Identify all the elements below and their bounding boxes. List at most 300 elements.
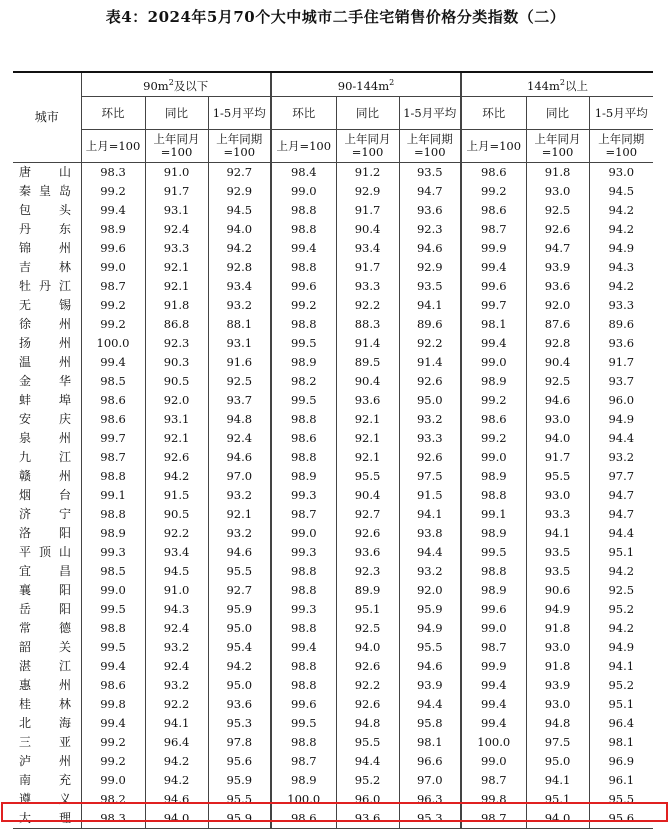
city-name: 北 海: [19, 716, 71, 730]
value-cell: 97.0: [208, 467, 271, 486]
city-name: 惠 州: [19, 678, 71, 692]
value-cell: 94.6: [208, 543, 271, 562]
value-cell: 93.2: [145, 638, 208, 657]
value-cell: 93.2: [589, 448, 653, 467]
value-cell: 93.1: [208, 334, 271, 353]
city-cell: [13, 296, 81, 315]
value-cell: 91.4: [336, 334, 399, 353]
value-cell: 93.3: [399, 429, 461, 448]
city-name: 泸 州: [19, 754, 71, 768]
value-cell: 92.5: [208, 372, 271, 391]
value-cell: 92.8: [208, 258, 271, 277]
value-cell: 93.4: [336, 239, 399, 258]
value-cell: 99.0: [461, 752, 526, 771]
sub-header-0-2: 1-5月平均: [208, 97, 271, 130]
city-name: 唐 山: [19, 165, 71, 179]
city-cell: [13, 182, 81, 201]
value-cell: 99.4: [271, 638, 336, 657]
value-cell: 98.1: [589, 733, 653, 752]
city-name: 秦 皇 岛: [19, 184, 71, 198]
value-cell: 93.0: [526, 182, 589, 201]
table-row: [13, 562, 653, 581]
value-cell: 94.6: [399, 657, 461, 676]
value-cell: 93.9: [399, 676, 461, 695]
value-cell: 98.8: [271, 448, 336, 467]
value-cell: 90.4: [336, 372, 399, 391]
value-cell: 99.3: [271, 486, 336, 505]
base-header-2-0: 上月=100: [461, 130, 526, 163]
value-cell: 94.7: [399, 182, 461, 201]
city-cell: [13, 353, 81, 372]
table-row: [13, 448, 653, 467]
group-header-medium: $90-144m^2$: [271, 72, 461, 97]
value-cell: 91.7: [145, 182, 208, 201]
value-cell: 100.0: [81, 334, 145, 353]
value-cell: 94.0: [526, 809, 589, 829]
value-cell: 99.4: [271, 239, 336, 258]
value-cell: 93.0: [526, 486, 589, 505]
value-cell: 98.7: [461, 638, 526, 657]
value-cell: 94.2: [589, 562, 653, 581]
value-cell: 96.3: [399, 790, 461, 809]
value-cell: 91.7: [589, 353, 653, 372]
base-header-1-1: 上年同月=100: [336, 130, 399, 163]
sub-header-2-1: 同比: [526, 97, 589, 130]
value-cell: 99.4: [81, 657, 145, 676]
value-cell: 94.8: [208, 410, 271, 429]
value-cell: 92.0: [526, 296, 589, 315]
value-cell: 94.4: [399, 543, 461, 562]
value-cell: 88.1: [208, 315, 271, 334]
value-cell: 93.0: [526, 638, 589, 657]
value-cell: 94.6: [526, 391, 589, 410]
price-index-table: [13, 71, 653, 829]
value-cell: 88.3: [336, 315, 399, 334]
city-name: 南 充: [19, 773, 71, 787]
value-cell: 91.5: [145, 486, 208, 505]
value-cell: 99.2: [81, 733, 145, 752]
value-cell: 99.2: [81, 752, 145, 771]
value-cell: 92.0: [145, 391, 208, 410]
value-cell: 94.9: [589, 638, 653, 657]
value-cell: 93.0: [526, 410, 589, 429]
table-row: [13, 733, 653, 752]
city-name: 韶 关: [19, 640, 71, 654]
value-cell: 99.5: [271, 391, 336, 410]
value-cell: 99.0: [271, 524, 336, 543]
value-cell: 99.5: [461, 543, 526, 562]
value-cell: 95.1: [589, 543, 653, 562]
value-cell: 93.0: [526, 695, 589, 714]
value-cell: 98.8: [461, 562, 526, 581]
value-cell: 92.1: [336, 429, 399, 448]
table-row: [13, 752, 653, 771]
city-cell: [13, 809, 81, 829]
value-cell: 98.2: [271, 372, 336, 391]
value-cell: 99.2: [461, 182, 526, 201]
value-cell: 97.5: [399, 467, 461, 486]
value-cell: 95.6: [589, 809, 653, 829]
value-cell: 94.2: [208, 239, 271, 258]
city-cell: [13, 733, 81, 752]
table-row: [13, 600, 653, 619]
value-cell: 98.9: [271, 353, 336, 372]
value-cell: 99.0: [81, 258, 145, 277]
sub-header-1-2: 1-5月平均: [399, 97, 461, 130]
value-cell: 89.6: [589, 315, 653, 334]
value-cell: 98.6: [81, 391, 145, 410]
value-cell: 94.4: [399, 695, 461, 714]
value-cell: 98.4: [271, 163, 336, 183]
city-cell: [13, 486, 81, 505]
value-cell: 94.3: [145, 600, 208, 619]
value-cell: 94.8: [526, 714, 589, 733]
table-row: [13, 619, 653, 638]
table-row: [13, 334, 653, 353]
value-cell: 89.6: [399, 315, 461, 334]
value-cell: 90.5: [145, 372, 208, 391]
value-cell: 98.5: [81, 562, 145, 581]
value-cell: 95.0: [399, 391, 461, 410]
city-cell: [13, 562, 81, 581]
value-cell: 98.9: [271, 771, 336, 790]
city-header: 城市: [13, 72, 81, 163]
value-cell: 90.3: [145, 353, 208, 372]
sub-header-0-0: 环比: [81, 97, 145, 130]
value-cell: 92.6: [399, 448, 461, 467]
value-cell: 95.5: [208, 562, 271, 581]
value-cell: 93.2: [399, 410, 461, 429]
base-header-1-0: 上月=100: [271, 130, 336, 163]
table-row: [13, 695, 653, 714]
city-name: 宜 昌: [19, 564, 71, 578]
value-cell: 92.8: [526, 334, 589, 353]
value-cell: 99.9: [461, 657, 526, 676]
value-cell: 93.6: [589, 334, 653, 353]
sub-header-2-0: 环比: [461, 97, 526, 130]
value-cell: 93.7: [589, 372, 653, 391]
value-cell: 94.9: [526, 600, 589, 619]
value-cell: 98.7: [81, 277, 145, 296]
value-cell: 93.2: [399, 562, 461, 581]
value-cell: 98.8: [81, 467, 145, 486]
table-row: [13, 638, 653, 657]
city-cell: [13, 600, 81, 619]
value-cell: 95.2: [336, 771, 399, 790]
value-cell: 93.3: [526, 505, 589, 524]
value-cell: 99.4: [81, 714, 145, 733]
city-cell: [13, 372, 81, 391]
value-cell: 96.4: [589, 714, 653, 733]
value-cell: 96.1: [589, 771, 653, 790]
value-cell: 93.5: [399, 277, 461, 296]
city-name: 牡 丹 江: [19, 279, 71, 293]
value-cell: 95.1: [336, 600, 399, 619]
value-cell: 96.4: [145, 733, 208, 752]
value-cell: 95.9: [208, 600, 271, 619]
table-row: [13, 657, 653, 676]
city-cell: [13, 790, 81, 809]
value-cell: 93.6: [336, 809, 399, 829]
value-cell: 99.2: [271, 296, 336, 315]
value-cell: 92.7: [208, 581, 271, 600]
value-cell: 93.7: [208, 391, 271, 410]
value-cell: 99.0: [461, 353, 526, 372]
table-row: [13, 315, 653, 334]
value-cell: 98.8: [271, 733, 336, 752]
value-cell: 92.7: [336, 505, 399, 524]
value-cell: 92.5: [336, 619, 399, 638]
city-cell: [13, 467, 81, 486]
value-cell: 92.6: [526, 220, 589, 239]
base-header-2-2: 上年同期=100: [589, 130, 653, 163]
value-cell: 96.0: [589, 391, 653, 410]
value-cell: 98.7: [271, 505, 336, 524]
value-cell: 95.0: [208, 619, 271, 638]
value-cell: 94.1: [145, 714, 208, 733]
value-cell: 98.3: [81, 809, 145, 829]
value-cell: 99.6: [461, 600, 526, 619]
value-cell: 91.0: [145, 163, 208, 183]
city-cell: [13, 277, 81, 296]
value-cell: 91.5: [399, 486, 461, 505]
value-cell: 98.6: [81, 676, 145, 695]
city-cell: [13, 334, 81, 353]
value-cell: 95.1: [526, 790, 589, 809]
value-cell: 93.0: [589, 163, 653, 183]
value-cell: 92.6: [336, 524, 399, 543]
value-cell: 93.2: [208, 524, 271, 543]
value-cell: 92.1: [208, 505, 271, 524]
value-cell: 92.7: [208, 163, 271, 183]
value-cell: 99.5: [271, 334, 336, 353]
value-cell: 99.2: [81, 315, 145, 334]
value-cell: 93.2: [145, 676, 208, 695]
city-name: 徐 州: [19, 317, 71, 331]
value-cell: 99.3: [271, 600, 336, 619]
value-cell: 98.9: [81, 220, 145, 239]
value-cell: 98.9: [81, 524, 145, 543]
table-row: [13, 790, 653, 809]
value-cell: 94.9: [589, 239, 653, 258]
value-cell: 94.1: [526, 771, 589, 790]
value-cell: 94.2: [145, 771, 208, 790]
value-cell: 92.4: [145, 220, 208, 239]
table-row: [13, 543, 653, 562]
city-name: 金 华: [19, 374, 71, 388]
value-cell: 98.2: [81, 790, 145, 809]
value-cell: 99.2: [461, 391, 526, 410]
city-cell: [13, 676, 81, 695]
table-row: [13, 296, 653, 315]
value-cell: 92.9: [399, 258, 461, 277]
city-name: 平 顶 山: [19, 545, 71, 559]
value-cell: 99.0: [461, 448, 526, 467]
value-cell: 92.6: [145, 448, 208, 467]
table-row: [13, 372, 653, 391]
city-name: 赣 州: [19, 469, 71, 483]
city-cell: [13, 695, 81, 714]
value-cell: 99.0: [461, 619, 526, 638]
value-cell: 93.1: [145, 201, 208, 220]
value-cell: 99.2: [461, 429, 526, 448]
city-cell: [13, 201, 81, 220]
value-cell: 94.2: [589, 619, 653, 638]
city-cell: [13, 258, 81, 277]
value-cell: 93.2: [208, 486, 271, 505]
city-cell: [13, 543, 81, 562]
value-cell: 94.9: [589, 410, 653, 429]
city-name: 襄 阳: [19, 583, 71, 597]
value-cell: 94.4: [589, 429, 653, 448]
table-row: [13, 467, 653, 486]
value-cell: 90.5: [145, 505, 208, 524]
value-cell: 93.5: [526, 562, 589, 581]
value-cell: 95.0: [526, 752, 589, 771]
city-name: 洛 阳: [19, 526, 71, 540]
sub-header-0-1: 同比: [145, 97, 208, 130]
city-cell: [13, 505, 81, 524]
value-cell: 92.6: [399, 372, 461, 391]
value-cell: 93.3: [336, 277, 399, 296]
table-row: [13, 429, 653, 448]
value-cell: 91.6: [208, 353, 271, 372]
value-cell: 99.4: [461, 258, 526, 277]
value-cell: 92.2: [145, 524, 208, 543]
value-cell: 92.2: [399, 334, 461, 353]
base-header-2-1: 上年同月=100: [526, 130, 589, 163]
value-cell: 99.4: [81, 201, 145, 220]
city-cell: [13, 524, 81, 543]
city-cell: [13, 448, 81, 467]
value-cell: 98.5: [81, 372, 145, 391]
value-cell: 98.7: [461, 809, 526, 829]
table-row: [13, 239, 653, 258]
value-cell: 92.0: [399, 581, 461, 600]
value-cell: 97.7: [589, 467, 653, 486]
value-cell: 98.6: [271, 429, 336, 448]
value-cell: 92.4: [145, 657, 208, 676]
value-cell: 93.4: [145, 543, 208, 562]
value-cell: 90.4: [336, 486, 399, 505]
value-cell: 97.0: [399, 771, 461, 790]
value-cell: 90.4: [336, 220, 399, 239]
value-cell: 91.8: [145, 296, 208, 315]
value-cell: 91.7: [336, 201, 399, 220]
value-cell: 93.9: [526, 676, 589, 695]
value-cell: 98.9: [461, 467, 526, 486]
value-cell: 94.7: [589, 486, 653, 505]
value-cell: 98.8: [81, 505, 145, 524]
value-cell: 98.8: [271, 676, 336, 695]
value-cell: 93.8: [399, 524, 461, 543]
value-cell: 92.4: [208, 429, 271, 448]
value-cell: 92.4: [145, 619, 208, 638]
value-cell: 99.4: [461, 676, 526, 695]
value-cell: 95.5: [336, 733, 399, 752]
table-row: [13, 676, 653, 695]
city-name: 无 锡: [19, 298, 71, 312]
city-cell: [13, 771, 81, 790]
city-name: 烟 台: [19, 488, 71, 502]
value-cell: 98.9: [461, 581, 526, 600]
value-cell: 98.7: [81, 448, 145, 467]
city-name: 岳 阳: [19, 602, 71, 616]
value-cell: 94.0: [145, 809, 208, 829]
value-cell: 90.6: [526, 581, 589, 600]
value-cell: 98.8: [271, 258, 336, 277]
value-cell: 98.9: [271, 467, 336, 486]
city-name: 蚌 埠: [19, 393, 71, 407]
value-cell: 98.1: [399, 733, 461, 752]
value-cell: 99.3: [271, 543, 336, 562]
table-row: [13, 353, 653, 372]
value-cell: 98.7: [461, 771, 526, 790]
table-row: [13, 486, 653, 505]
value-cell: 95.5: [399, 638, 461, 657]
value-cell: 95.9: [208, 809, 271, 829]
city-cell: [13, 657, 81, 676]
value-cell: 100.0: [271, 790, 336, 809]
value-cell: 94.0: [526, 429, 589, 448]
value-cell: 95.5: [208, 790, 271, 809]
value-cell: 99.0: [81, 771, 145, 790]
value-cell: 98.7: [271, 752, 336, 771]
value-cell: 92.2: [336, 676, 399, 695]
city-cell: [13, 619, 81, 638]
value-cell: 94.0: [208, 220, 271, 239]
value-cell: 93.6: [208, 695, 271, 714]
city-name: 湛 江: [19, 659, 71, 673]
city-name: 九 江: [19, 450, 71, 464]
value-cell: 92.5: [526, 201, 589, 220]
table-row: [13, 581, 653, 600]
value-cell: 96.6: [399, 752, 461, 771]
value-cell: 98.8: [271, 220, 336, 239]
city-cell: [13, 391, 81, 410]
value-cell: 99.0: [271, 182, 336, 201]
value-cell: 92.6: [336, 695, 399, 714]
table-row: [13, 391, 653, 410]
value-cell: 94.2: [589, 277, 653, 296]
value-cell: 94.1: [399, 296, 461, 315]
value-cell: 91.8: [526, 657, 589, 676]
value-cell: 93.5: [526, 543, 589, 562]
value-cell: 99.1: [81, 486, 145, 505]
value-cell: 99.5: [81, 638, 145, 657]
value-cell: 98.6: [271, 809, 336, 829]
table-row: [13, 771, 653, 790]
value-cell: 99.5: [271, 714, 336, 733]
page-title: 表4：2024年5月70个大中城市二手住宅销售价格分类指数（二）: [105, 8, 566, 26]
value-cell: 98.6: [461, 201, 526, 220]
city-cell: [13, 752, 81, 771]
value-cell: 91.7: [336, 258, 399, 277]
value-cell: 95.2: [589, 600, 653, 619]
value-cell: 98.9: [461, 524, 526, 543]
table-row: [13, 163, 653, 183]
value-cell: 87.6: [526, 315, 589, 334]
value-cell: 94.2: [589, 220, 653, 239]
table-row: [13, 410, 653, 429]
base-header-1-2: 上年同期=100: [399, 130, 461, 163]
value-cell: 95.6: [208, 752, 271, 771]
value-cell: 92.2: [336, 296, 399, 315]
value-cell: 95.4: [208, 638, 271, 657]
table-row: [13, 505, 653, 524]
city-name: 泉 州: [19, 431, 71, 445]
value-cell: 91.8: [526, 619, 589, 638]
